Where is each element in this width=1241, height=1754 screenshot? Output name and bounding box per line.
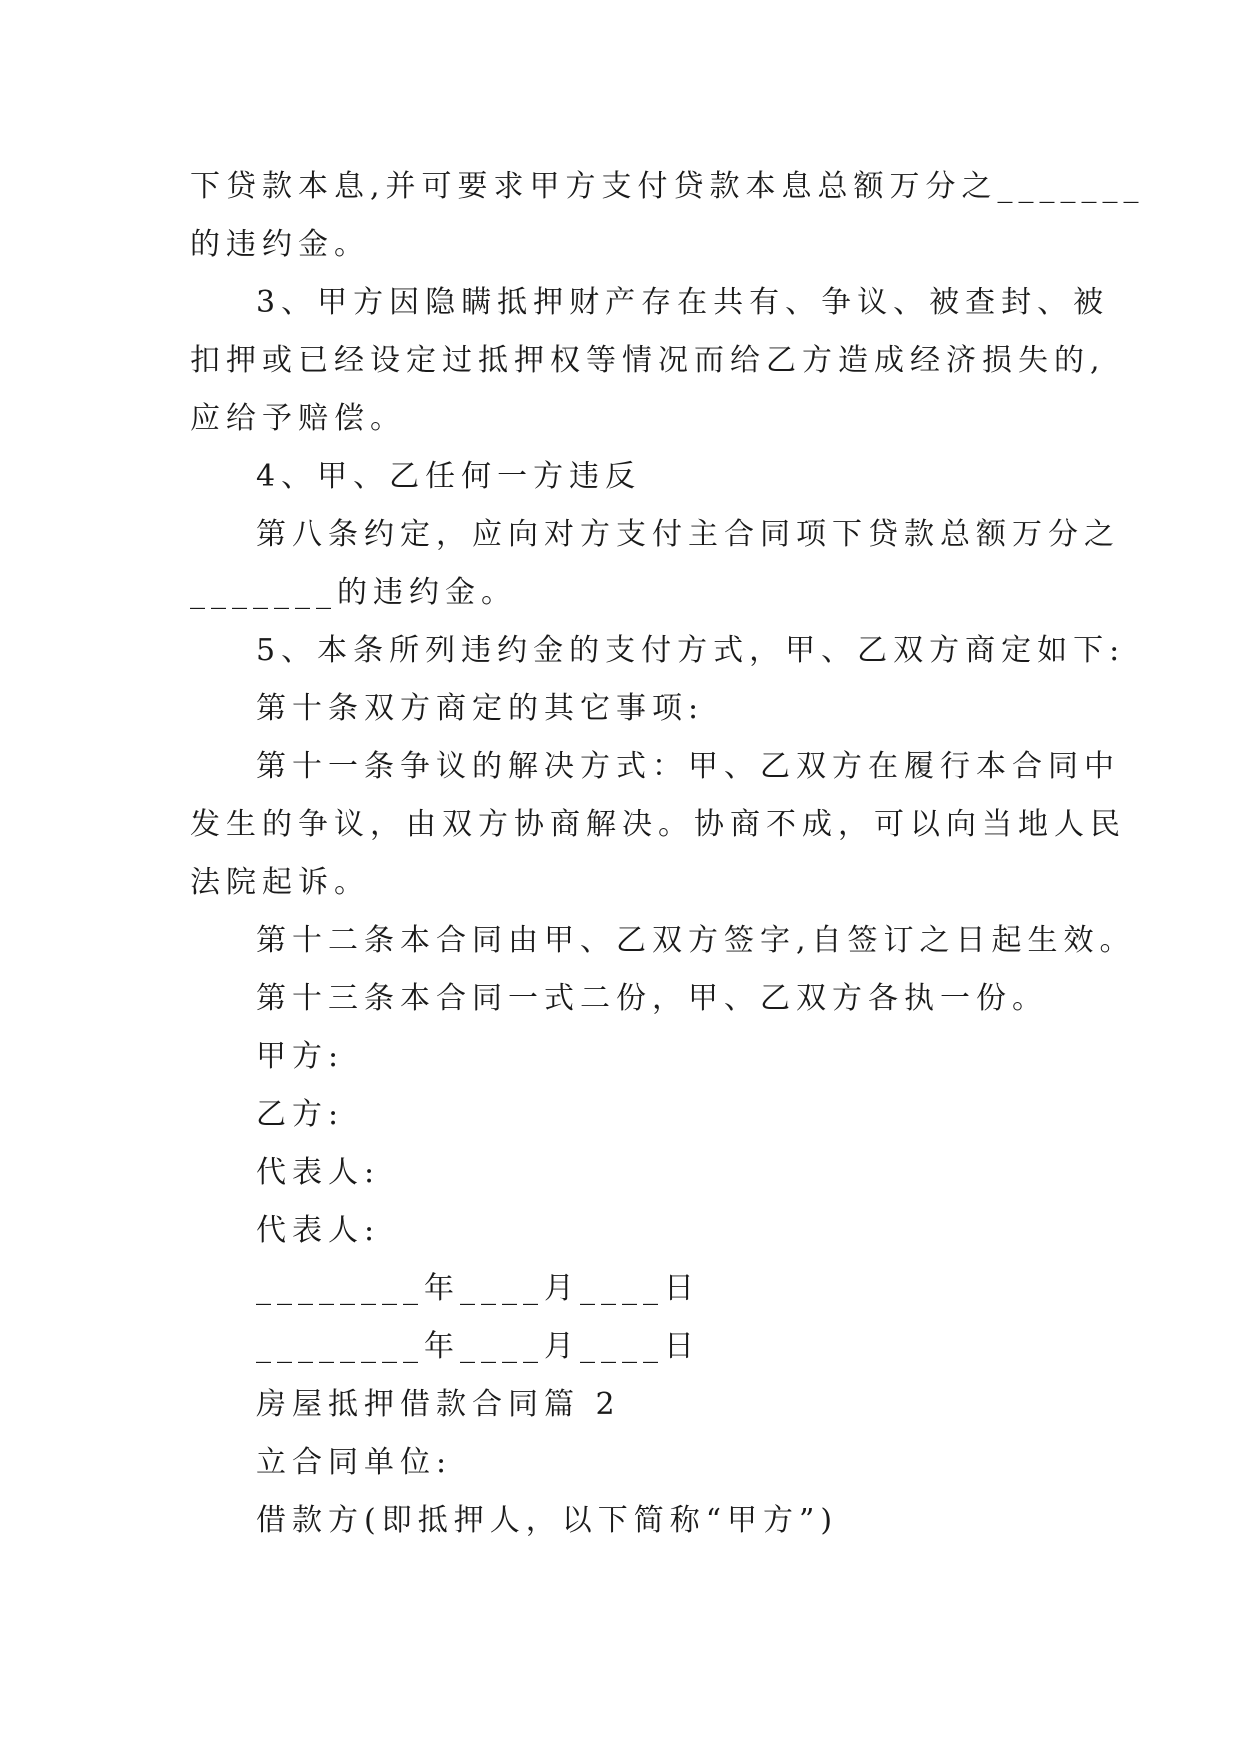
text-line: 4、甲、乙任何一方违反 <box>256 459 642 494</box>
text-line: 应给予赔偿。 <box>190 401 406 436</box>
signature-label-party-b: 乙方: <box>256 1097 345 1132</box>
text-line: 第十二条本合同由甲、乙双方签字,自签订之日起生效。 <box>256 923 1136 958</box>
text-line: 第八条约定，应向对方支付主合同项下贷款总额万分之 <box>256 517 1120 552</box>
document-body <box>190 158 1145 1550</box>
text-line: 第十一条争议的解决方式：甲、乙双方在履行本合同中 <box>256 749 1120 784</box>
signature-label-representative: 代表人: <box>256 1155 381 1190</box>
text-line: 的违约金。 <box>190 227 370 262</box>
section-title: 房屋抵押借款合同篇 2 <box>256 1387 621 1422</box>
date-line: ________年____月____日 <box>256 1271 700 1306</box>
signature-label-representative: 代表人: <box>256 1213 381 1248</box>
signature-label-party-a: 甲方: <box>256 1039 345 1074</box>
text-line: 5、本条所列违约金的支付方式，甲、乙双方商定如下: <box>256 633 1126 668</box>
text-line: 第十条双方商定的其它事项: <box>256 691 705 726</box>
text-line: 3、甲方因隐瞒抵押财产存在共有、争议、被查封、被 <box>256 285 1110 320</box>
date-line: ________年____月____日 <box>256 1329 700 1364</box>
text-line: _______的违约金。 <box>190 575 517 610</box>
text-line: 立合同单位: <box>256 1445 453 1480</box>
text-line: 发生的争议，由双方协商解决。协商不成，可以向当地人民 <box>190 807 1126 842</box>
text-line: 扣押或已经设定过抵押权等情况而给乙方造成经济损失的, <box>190 343 1106 378</box>
text-line: 下贷款本息,并可要求甲方支付贷款本息总额万分之_______ <box>190 169 1145 204</box>
text-line: 借款方(即抵押人，以下简称“甲方”) <box>256 1503 839 1538</box>
text-line: 法院起诉。 <box>190 865 370 900</box>
text-line: 第十三条本合同一式二份，甲、乙双方各执一份。 <box>256 981 1048 1016</box>
